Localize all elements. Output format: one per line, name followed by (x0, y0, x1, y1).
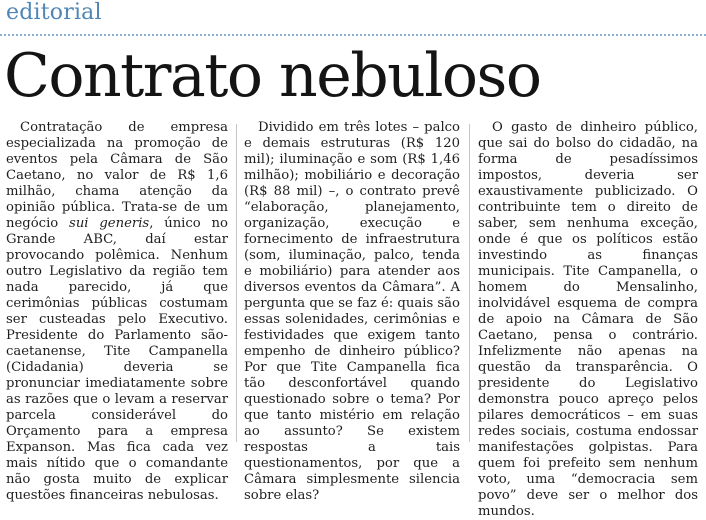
section-rule (0, 34, 706, 36)
article-column-2 (244, 120, 460, 504)
italic-term: sui generis (69, 216, 150, 231)
paragraph: O gasto de dinheiro público, que sai do bolso do cidadão, na forma de pesadíssimos impostos, deveria ser exaustivamente publicizado. O contribuinte tem o direito de saber, sem nenhuma exceção, onde é que os políticos estão investindo as finanças municipais. Tite Campanella, o homem do Mensalinho, inolvidável esquema de compra de apoio na Câmara de São Caetano, pensa o contrário. Infelizmente não apenas na questão da transparência. O presidente do Legislativo demonstra pouco apreço pelos pilares democráticos – em suas redes sociais, costuma endossar manifestações golpistas. Para quem foi prefeito sem nenhum voto, uma “democracia sem povo” deve ser o melhor dos mundos. (478, 120, 698, 519)
text-run: Contratação de empresa especializada na promoção de eventos pela Câmara de São Caetano, no valor de R$ 1,6 milhão, chama atenção da opinião pública. Trata-se de um negócio (6, 120, 228, 231)
article-column-3 (478, 120, 698, 520)
column-divider (236, 124, 237, 442)
section-label: editorial (6, 0, 102, 25)
column-divider (469, 124, 470, 442)
paragraph: Dividido em três lotes – palco e demais estruturas (R$ 120 mil); iluminação e som (R$ 1,46 milhão); mobiliário e decoração (R$ 88 mil) –, o contrato prevê “elaboração, planejamento, organização, execução e fornecimento de infraestrutura (som, iluminação, palco, tenda e mobiliário) para atender aos diversos eventos da Câmara”. A pergunta que se faz é: quais são essas solenidades, cerimônias e festividades que exigem tanto empenho de dinheiro público? Por que Tite Campanella fica tão desconfortável quando questionado sobre o tema? Por que tanto mistério em relação ao assunto? Se existem respostas a tais questionamentos, por que a Câmara simplesmente silencia sobre elas? (244, 120, 460, 503)
headline: Contrato nebuloso (4, 41, 541, 111)
paragraph (6, 120, 228, 504)
text-run: , único no Grande ABC, daí estar provocando polêmica. Nenhum outro Legislativo da região tem nada parecido, já que cerimônias públicas costumam ser custeadas pelo Executivo. Presidente do Parlamento são-caetanense, Tite Campanella (Cidadania) deveria se pronunciar imediatamente sobre as razões que o levam a reservar parcela considerável do Orçamento para a empresa Expanson. Mas fica cada vez mais nítido que o comandante não gosta muito de explicar questões financeiras nebulosas. (6, 216, 228, 503)
article-column-1 (6, 120, 228, 504)
